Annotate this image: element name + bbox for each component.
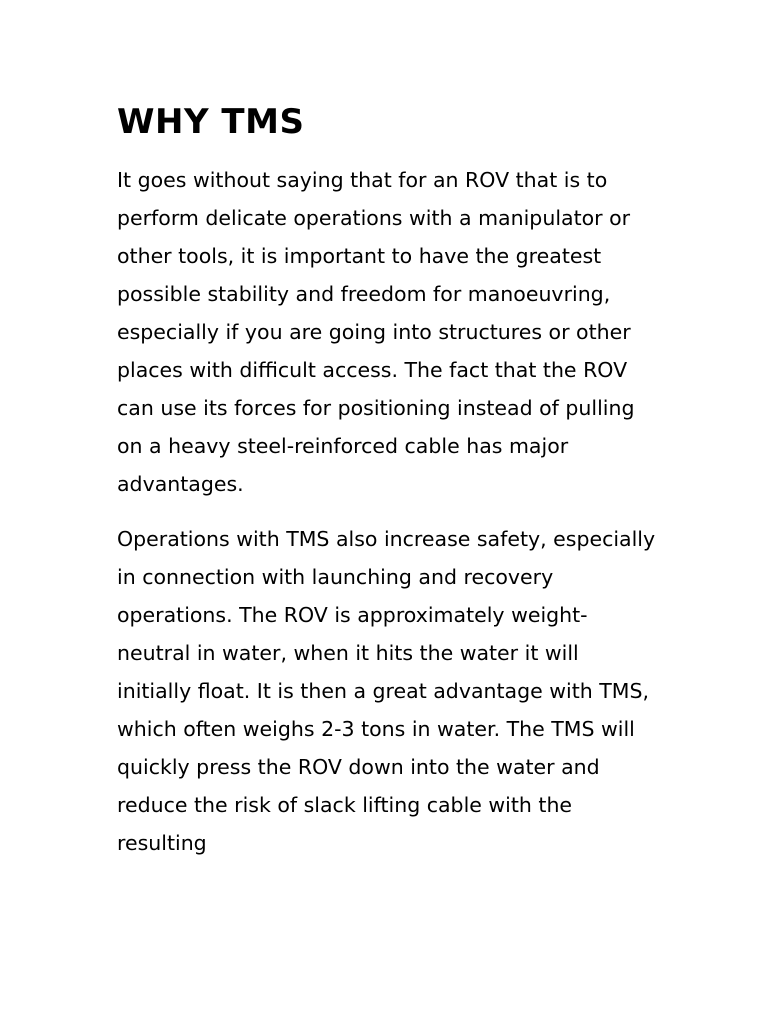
paragraph-rov-stability: It goes without saying that for an ROV that is to perform delicate operations with a manipulator or other tools, it is important to have the greatest possible stability and freedom for manoeuvring, especially if you are going into structures or other places with difficult access. The fact that the ROV can use its forces for positioning instead of pulling on a heavy steel-reinforced cable has major advantages. [117,168,635,496]
document-content [117,100,657,879]
page-title: WHY TMS [117,102,305,142]
paragraph-tms-safety: Operations with TMS also increase safety, especially in connection with launching and recovery operations. The ROV is approximately weight-neutral in water, when it hits the water it will initially float. It is then a great advantage with TMS, which often weighs 2-3 tons in water. The TMS will quickly press the ROV down into the water and reduce the risk of slack lifting cable with the resulting [117,527,656,855]
